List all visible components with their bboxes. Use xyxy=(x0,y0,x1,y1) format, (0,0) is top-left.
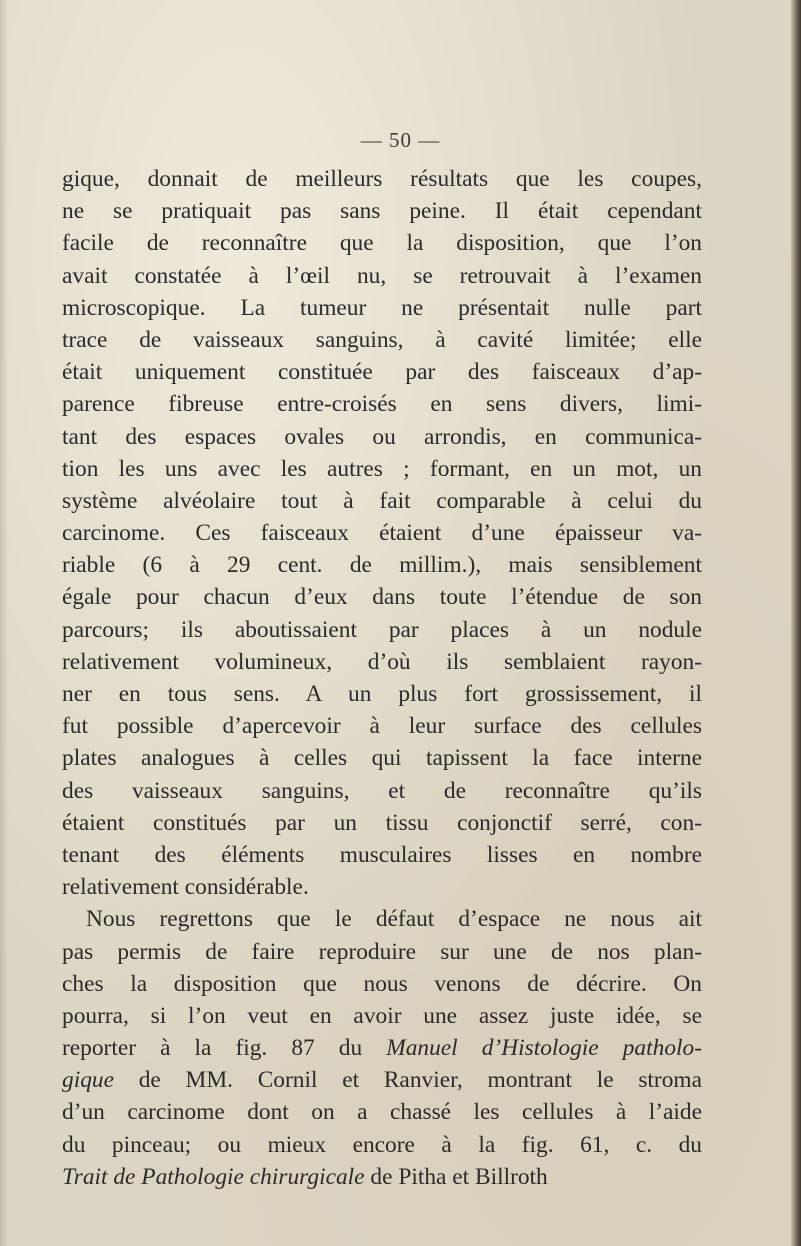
text-segment: ches la disposition que nous venons de décrire. On xyxy=(62,970,702,997)
text-line xyxy=(62,1129,702,1161)
text-line xyxy=(62,517,702,549)
text-line xyxy=(62,453,702,485)
text-line xyxy=(62,324,702,356)
text-line xyxy=(62,646,702,678)
text-segment: facile de reconnaître que la disposition, que l’on xyxy=(62,230,702,257)
text-line xyxy=(62,968,702,1000)
text-line xyxy=(62,1000,702,1032)
text-line xyxy=(62,1064,702,1096)
text-segment: fut possible d’apercevoir à leur surface des cellules xyxy=(62,713,702,740)
italic-title-text: Manuel d’Histologie patholo- xyxy=(386,1035,702,1062)
text-segment: relativement volumineux, d’où ils semblaient rayon- xyxy=(62,648,702,675)
italic-title-text: Trait de Pathologie chirurgicale xyxy=(62,1163,365,1190)
text-line xyxy=(62,775,702,807)
text-line xyxy=(62,1096,702,1128)
text-line xyxy=(62,356,702,388)
text-line xyxy=(62,292,702,324)
italic-title-text: gique xyxy=(62,1067,114,1094)
text-segment: tion les uns avec les autres ; formant, en un mot, un xyxy=(62,455,702,482)
page-number: — 50 — xyxy=(360,128,441,152)
text-segment: de Pitha et Billroth xyxy=(364,1163,548,1190)
text-segment: pourra, si l’on veut en avoir une assez juste idée, se xyxy=(62,1002,702,1029)
text-segment: ne se pratiquait pas sans peine. Il était cependant xyxy=(62,198,702,225)
text-line xyxy=(62,260,702,292)
text-segment: était uniquement constituée par des faisceaux d’ap- xyxy=(62,359,702,386)
text-segment: plates analogues à celles qui tapissent la face interne xyxy=(62,745,702,772)
text-segment: relativement considérable. xyxy=(62,874,309,901)
text-segment: égale pour chacun d’eux dans toute l’étendue de son xyxy=(62,584,702,611)
text-line xyxy=(62,1032,702,1064)
text-segment: riable (6 à 29 cent. de millim.), mais sensiblement xyxy=(62,552,702,579)
text-line xyxy=(62,678,702,710)
text-line xyxy=(62,742,702,774)
text-line xyxy=(62,421,702,453)
text-segment: tenant des éléments musculaires lisses en nombre xyxy=(62,841,702,868)
text-segment: parcours; ils aboutissaient par places à un nodule xyxy=(62,616,702,643)
body-text xyxy=(62,163,702,1193)
paragraph xyxy=(62,163,702,903)
text-line xyxy=(62,903,702,935)
text-line xyxy=(62,581,702,613)
text-line xyxy=(62,388,702,420)
text-line xyxy=(62,485,702,517)
text-line xyxy=(62,871,702,903)
text-segment: pas permis de faire reproduire sur une de nos plan- xyxy=(62,938,702,965)
text-line xyxy=(62,1161,702,1193)
page-left-edge-shadow xyxy=(0,0,8,1246)
text-segment: de MM. Cornil et Ranvier, montrant le stroma xyxy=(113,1067,702,1094)
text-segment: microscopique. La tumeur ne présentait nulle part xyxy=(62,294,702,321)
text-segment: parence fibreuse entre-croisés en sens divers, limi- xyxy=(62,391,702,418)
text-segment: tant des espaces ovales ou arrondis, en communica- xyxy=(62,423,702,450)
text-segment: reporter à la fig. 87 du xyxy=(62,1035,387,1062)
text-segment: ner en tous sens. A un plus fort grossissement, il xyxy=(62,681,702,707)
text-segment: système alvéolaire tout à fait comparable à celui du xyxy=(62,487,702,514)
text-line xyxy=(62,549,702,581)
text-line xyxy=(62,614,702,646)
text-line xyxy=(62,807,702,839)
text-line xyxy=(62,227,702,259)
text-segment: des vaisseaux sanguins, et de reconnaître qu’ils xyxy=(62,777,702,804)
text-segment: d’un carcinome dont on a chassé les cellules à l’aide xyxy=(62,1099,702,1126)
text-line xyxy=(62,936,702,968)
text-segment: trace de vaisseaux sanguins, à cavité limitée; elle xyxy=(62,326,702,353)
text-segment: Nous regrettons que le défaut d’espace ne nous ait xyxy=(86,906,702,933)
page-right-edge-binding xyxy=(791,0,801,1246)
paragraph xyxy=(62,903,702,1193)
text-segment: étaient constitués par un tissu conjonctif serré, con- xyxy=(62,809,702,836)
text-segment: du pinceau; ou mieux encore à la fig. 61, c. du xyxy=(62,1131,702,1158)
text-segment: avait constatée à l’œil nu, se retrouvait à l’examen xyxy=(62,262,702,289)
text-line xyxy=(62,195,702,227)
text-line xyxy=(62,839,702,871)
text-line xyxy=(62,710,702,742)
text-segment: gique, donnait de meilleurs résultats que les coupes, xyxy=(62,166,702,192)
text-line xyxy=(62,163,702,195)
text-segment: carcinome. Ces faisceaux étaient d’une épaisseur va- xyxy=(62,520,702,547)
